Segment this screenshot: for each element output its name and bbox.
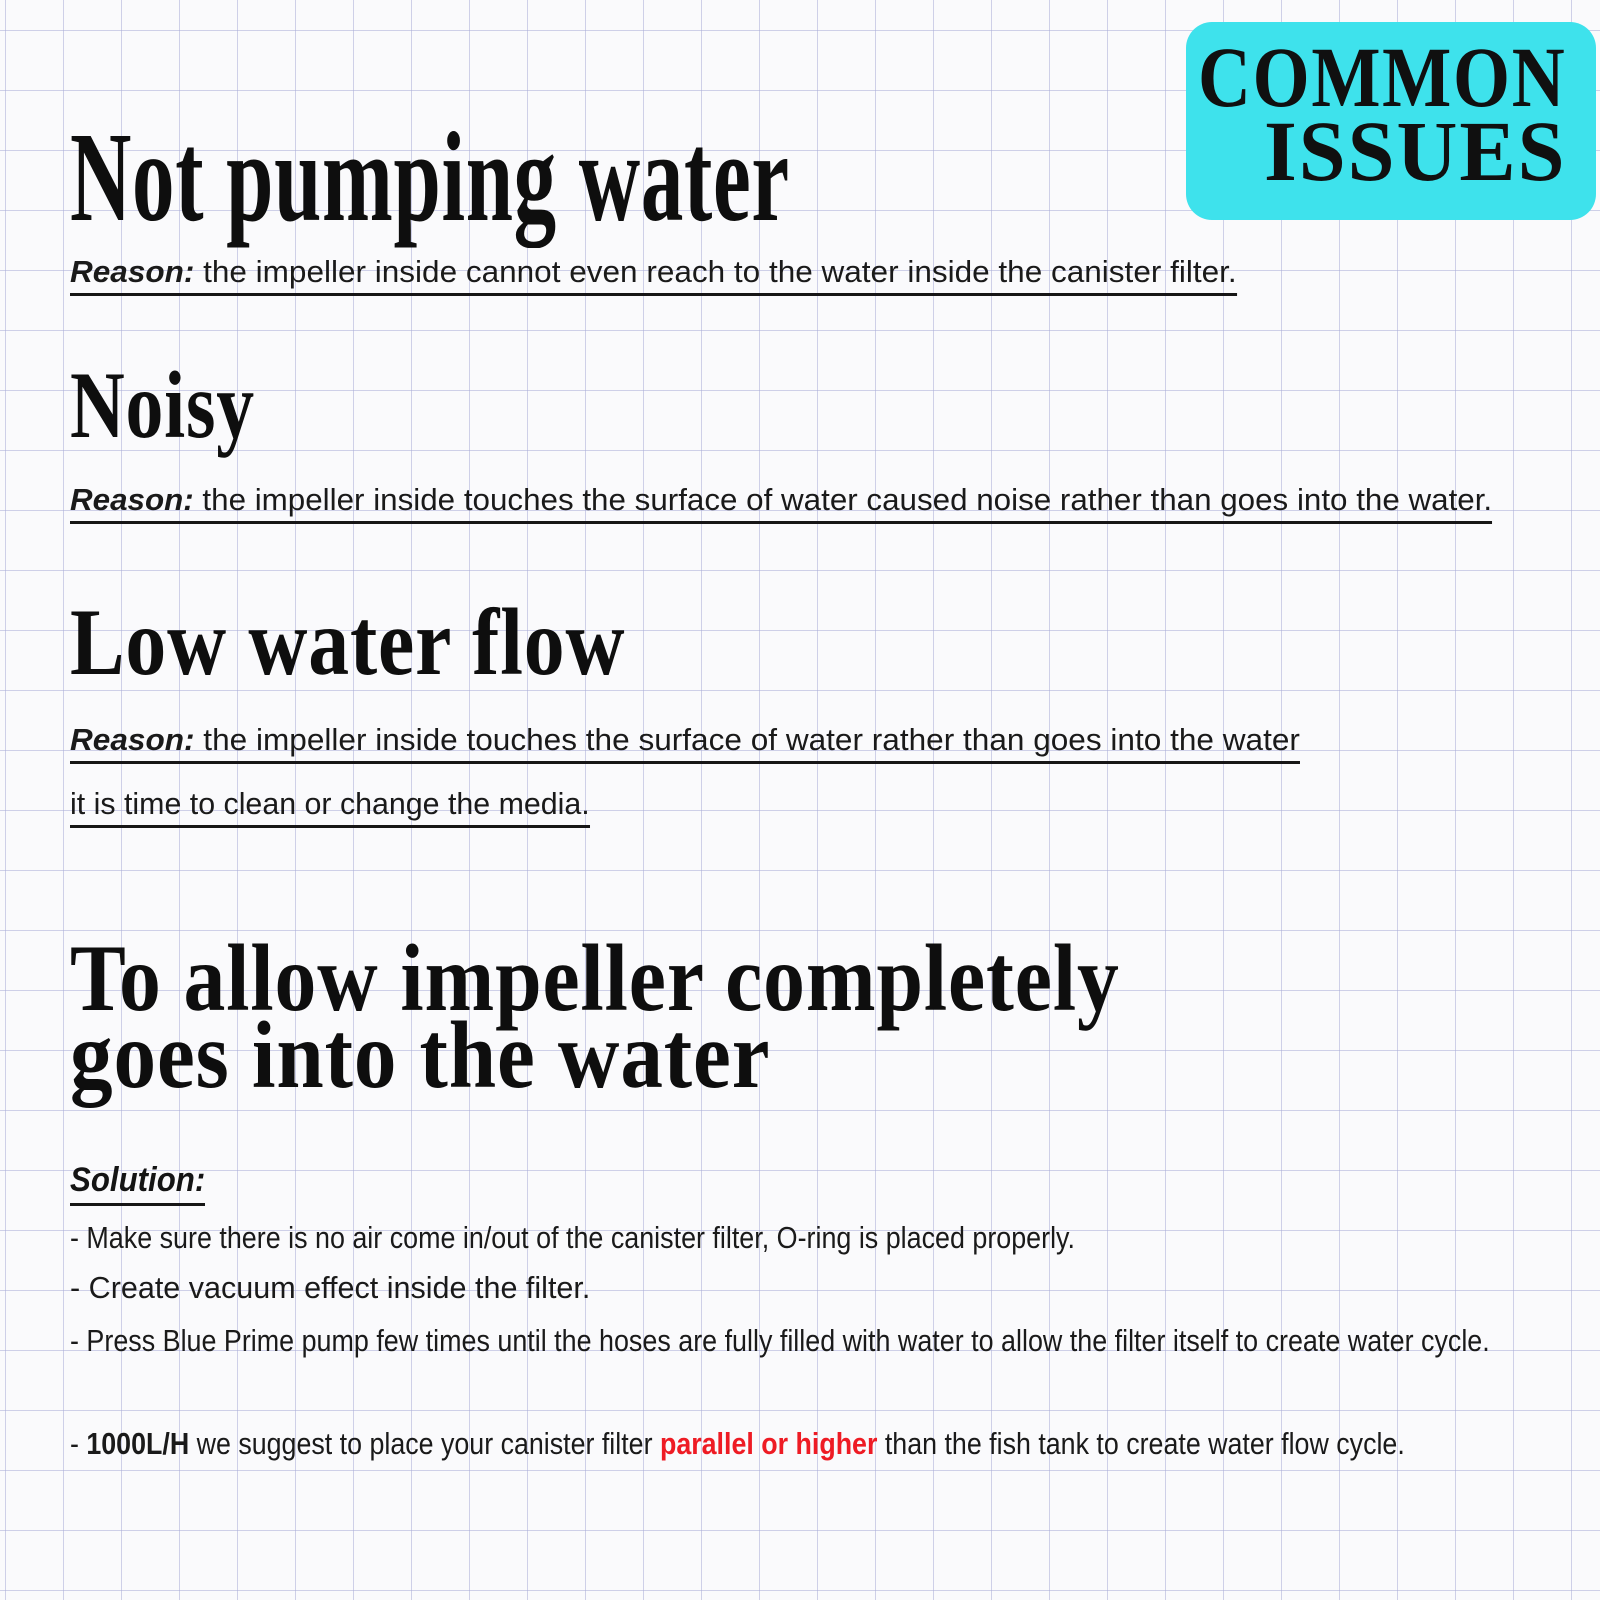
reason-label: Reason:	[70, 254, 195, 289]
heading-low-water-flow: Low water flow	[70, 589, 626, 695]
reason-noisy	[70, 484, 1492, 524]
heading-not-pumping-water: Not pumping water	[70, 106, 790, 248]
solution-bullet-3: - Press Blue Prime pump few times until the hoses are fully filled with water to allow the filter itself to create water cycle.	[70, 1323, 1490, 1358]
badge-line-1: COMMON	[1197, 29, 1566, 125]
note-text-2: than the fish tank to create water flow cycle.	[877, 1426, 1405, 1461]
reason-text: the impeller inside touches the surface of water rather than goes into the water	[194, 722, 1300, 757]
solution-bullet-2: - Create vacuum effect inside the filter.	[70, 1270, 591, 1305]
flow-rate-note	[70, 1428, 1405, 1461]
reason-text: the impeller inside cannot even reach to the water inside the canister filter.	[194, 254, 1237, 289]
reason-label: Reason:	[70, 482, 194, 517]
solution-label: Solution:	[70, 1163, 205, 1206]
reason-low-water-flow	[70, 724, 1300, 764]
note-text-1: we suggest to place your canister filter	[189, 1426, 660, 1461]
note-flow-rate: 1000L/H	[86, 1426, 190, 1461]
note-dash: -	[70, 1426, 87, 1461]
reason-label: Reason:	[70, 722, 195, 757]
note-highlight: parallel or higher	[659, 1426, 878, 1461]
common-issues-badge	[1186, 22, 1596, 220]
heading-noisy: Noisy	[70, 352, 255, 458]
reason-low-water-flow-line2: it is time to clean or change the media.	[70, 788, 590, 828]
heading-allow-impeller-line2: goes into the water	[70, 1002, 771, 1108]
reason-not-pumping-water	[70, 256, 1237, 296]
reason-text: the impeller inside touches the surface of water caused noise rather than goes into the water.	[193, 482, 1493, 517]
badge-line-2: ISSUES	[1263, 103, 1566, 199]
solution-bullet-1: - Make sure there is no air come in/out of the canister filter, O-ring is placed properly.	[70, 1220, 1075, 1255]
heading-allow-impeller-line1: To allow impeller completely	[70, 925, 1120, 1031]
